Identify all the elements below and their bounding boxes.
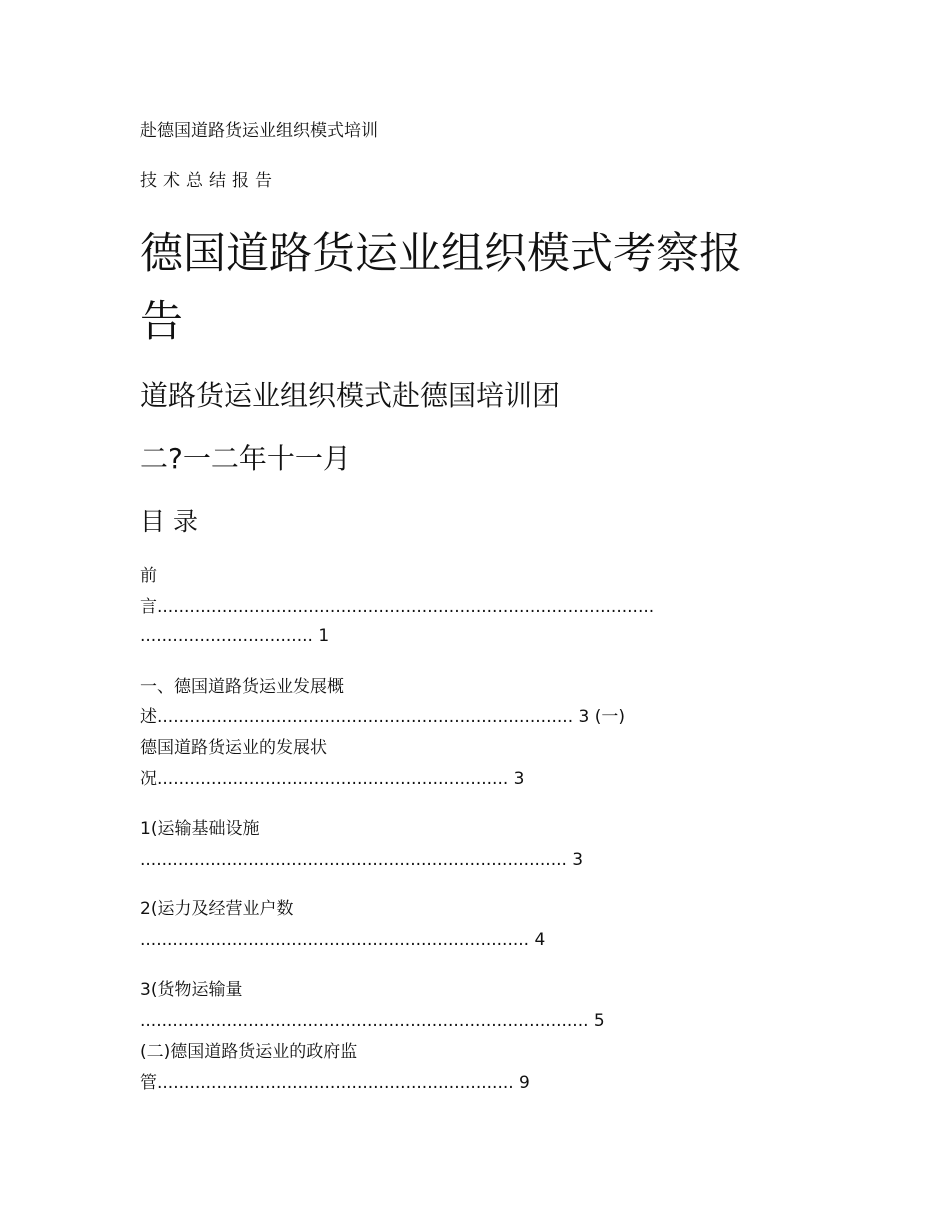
toc-line: 2(运力及经营业户数: [140, 899, 294, 919]
header-line-1: 赴德国道路货运业组织模式培训: [140, 121, 378, 141]
document-title-line-2: 告: [140, 297, 183, 347]
toc-line: 述............................................................................. 3 (一): [140, 707, 625, 727]
date-line: 二?一二年十一月: [140, 442, 351, 475]
toc-line: (二)德国道路货运业的政府监: [140, 1042, 358, 1062]
toc-line: ................................ 1: [140, 626, 330, 646]
toc-line: 一、德国道路货运业发展概: [140, 677, 344, 697]
toc-line: 1(运输基础设施: [140, 819, 260, 839]
organizer-line: 道路货运业组织模式赴德国培训团: [140, 379, 561, 412]
toc-line: 管.................................................................. 9: [140, 1073, 530, 1093]
document-title-line-1: 德国道路货运业组织模式考察报: [140, 229, 742, 279]
toc-line: 况................................................................. 3: [140, 769, 525, 789]
toc-line: 前: [140, 566, 157, 586]
toc-line: 言............................................................................................: [140, 597, 655, 617]
toc-line: 德国道路货运业的发展状: [140, 738, 327, 758]
toc-line: ................................................................................... 5: [140, 1011, 605, 1031]
header-line-2: 技术总结报告: [140, 171, 278, 191]
toc-line: 3(货物运输量: [140, 980, 243, 1000]
toc-line: ............................................................................... 3: [140, 850, 584, 870]
toc-line: ........................................................................ 4: [140, 930, 546, 950]
toc-heading: 目 录: [140, 507, 198, 536]
